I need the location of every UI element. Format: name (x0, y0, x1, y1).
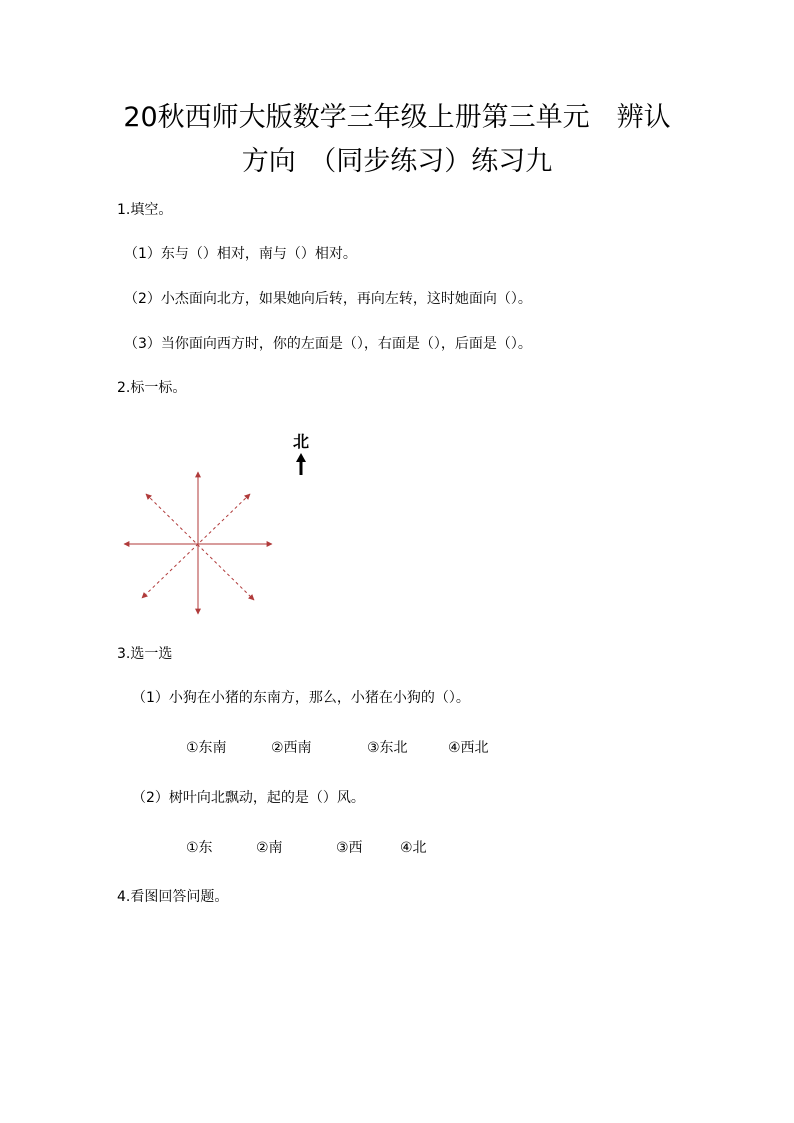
north-indicator (290, 433, 312, 481)
q3-item-1-option-1: ①东南 (186, 740, 227, 756)
q3-item-1: （1）小狗在小猪的东南方，那么，小猪在小狗的（）。 (132, 690, 470, 706)
q3-heading: 3.选一选 (117, 646, 173, 662)
q3-item-2-option-3: ③西 (336, 840, 363, 856)
q4-heading: 4.看图回答问题。 (117, 889, 229, 905)
compass-rose-diagram (118, 466, 278, 620)
page-title-line-2: 方向 （同步练习）练习九 (241, 146, 553, 177)
q3-item-1-option-2: ②西南 (271, 740, 312, 756)
q3-item-1-option-4: ④西北 (448, 740, 489, 756)
q3-item-2-option-4: ④北 (400, 840, 427, 856)
q3-item-1-option-3: ③东北 (367, 740, 408, 756)
q3-item-2: （2）树叶向北飘动，起的是（）风。 (132, 790, 365, 806)
q2-heading: 2.标一标。 (117, 380, 187, 396)
north-arrow-icon (290, 451, 312, 477)
q3-item-2-option-2: ②南 (256, 840, 283, 856)
q1-heading: 1.填空。 (117, 202, 173, 218)
q3-item-2-option-1: ①东 (186, 840, 213, 856)
north-label: 北 (292, 432, 309, 451)
page-title-line-1: 20秋西师大版数学三年级上册第三单元 辨认 (123, 102, 671, 133)
compass-diagonal-2 (142, 494, 250, 598)
compass-diagonal-1 (146, 494, 254, 600)
q1-item-3: （3）当你面向西方时，你的左面是（），右面是（），后面是（）。 (124, 336, 532, 352)
q1-item-2: （2）小杰面向北方，如果她向后转，再向左转，这时她面向（）。 (124, 291, 532, 307)
q1-item-1: （1）东与（）相对，南与（）相对。 (124, 246, 357, 262)
